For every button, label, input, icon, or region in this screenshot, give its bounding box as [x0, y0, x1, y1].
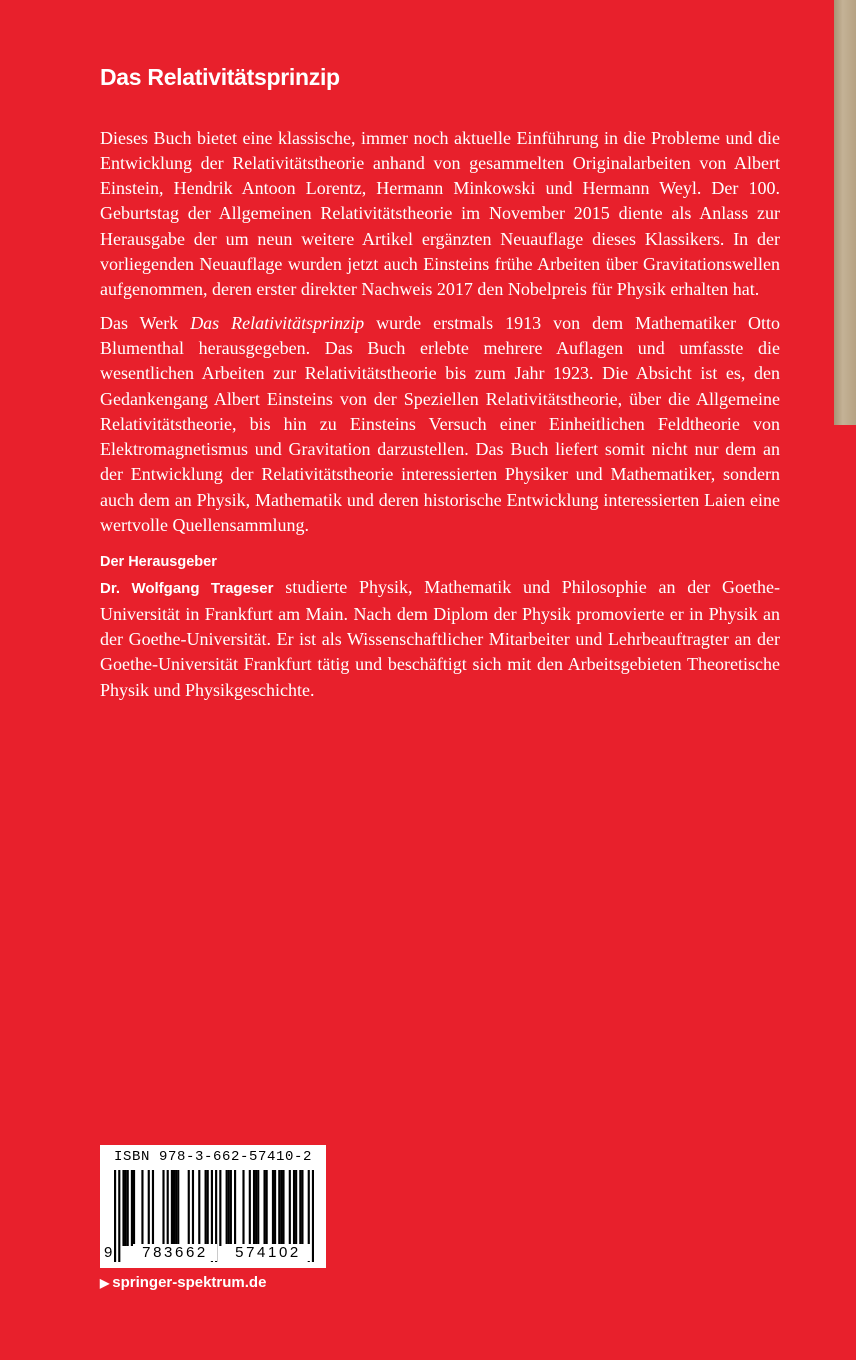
barcode-bar: [249, 1170, 251, 1246]
barcode-bar: [171, 1170, 173, 1246]
barcode-bar: [274, 1170, 276, 1246]
book-title: Das Relativitätsprinzip: [100, 64, 340, 90]
barcode-bar: [293, 1170, 295, 1246]
barcode-bar: [133, 1170, 135, 1246]
barcode-bar: [226, 1170, 228, 1246]
editor-bio: studierte Physik, Mathematik und Philosophie an der Goethe-Universität in Frankfurt am Main. Nach dem Diplom der Physik promovierte er in Physik an der Goethe-Universität. Er ist als Wissenschaftlicher Mitarbeiter und Lehrbeauftragter an der Goethe-Universität Frankfurt tätig und beschäftigt sich mit den Arbeitsgebieten Theoretische Physik und Physikgeschichte.: [100, 577, 780, 700]
barcode-digit-first: 9: [104, 1244, 113, 1261]
barcode-bar: [295, 1170, 297, 1246]
isbn-barcode: [100, 1145, 326, 1268]
barcode-bar: [188, 1170, 190, 1246]
para2-rest: wurde erstmals 1913 von dem Mathematiker Otto Blumenthal herausgegeben. Das Buch erlebte mehrere Auflagen und umfasste die wesentlichen Arbeiten zur Relativitätstheorie bis zum Jahr 1923. Die Absicht ist es, den Gedankengang Albert Einsteins von der Speziellen Relativitätstheorie, über die Allgemeine Relativitätstheorie, bis hin zu Einsteins Versuch einer Einheitlichen Feldtheorie von Elektromagnetismus und Gravitation darzustellen. Das Buch liefert somit nicht nur dem an der Entwicklung der Relativitätstheorie interessierten Physiker und Mathematiker, sondern auch dem an Physik, Mathematik und deren historische Entwicklung interessierten Laien eine wertvolle Quellensammlung.: [100, 312, 781, 536]
barcode-bar: [148, 1170, 150, 1246]
barcode-bar: [167, 1170, 169, 1246]
barcode-bar: [131, 1170, 133, 1246]
barcode-bar: [127, 1170, 129, 1246]
barcode-bar: [234, 1170, 236, 1246]
barcode-bar: [266, 1170, 268, 1246]
description-paragraph-1: Dieses Buch bietet eine klassische, immer noch aktuelle Einführung in die Probleme und die Entwicklung der Relativitätstheorie anhand von gesammelten Originalarbeiten von Albert Einstein, Hendrik Antoon Lorentz, Hermann Minkowski und Hermann Weyl. Der 100. Geburtstag der Allgemeinen Relativitätstheorie im November 2015 diente als Anlass zur Herausgabe der um neun weitere Artikel ergänzten Neuauflage dieses Klassikers. In der vorliegenden Neuauflage wurden jetzt auch Einsteins frühe Arbeiten über Gravitationswellen aufgenommen, deren erster direkter Nachweis 2017 den Nobelpreis für Physik erhalten hat.: [100, 127, 780, 300]
publisher-website: [100, 1274, 266, 1291]
barcode-bar: [301, 1170, 303, 1246]
barcode-bar: [122, 1170, 124, 1246]
barcode-bar: [177, 1170, 179, 1246]
barcode-bar: [152, 1170, 154, 1246]
barcode-bar: [198, 1170, 200, 1246]
barcode-bar: [228, 1170, 230, 1246]
barcode-bar: [255, 1170, 257, 1246]
barcode-bar: [242, 1170, 244, 1246]
barcode-bar: [230, 1170, 232, 1246]
isbn-label: ISBN 978-3-662-57410-2: [113, 1149, 313, 1165]
website-link-text: springer-spektrum.de: [112, 1274, 267, 1291]
barcode-bar: [278, 1170, 280, 1246]
arrow-right-icon: ▶: [100, 1276, 110, 1290]
barcode-bar: [253, 1170, 255, 1246]
editor-bio-paragraph: [100, 575, 780, 702]
barcode-bar: [272, 1170, 274, 1246]
barcode-bar: [282, 1170, 284, 1246]
barcode-digits: [100, 1242, 326, 1266]
barcode-bar: [192, 1170, 194, 1246]
barcode-bar: [173, 1170, 175, 1246]
barcode-bar: [207, 1170, 209, 1246]
barcode-bar: [289, 1170, 291, 1246]
editor-heading: Der Herausgeber: [100, 554, 217, 571]
barcode-bar: [125, 1170, 127, 1246]
description-paragraph-2: [100, 311, 780, 539]
barcode-bar: [219, 1170, 221, 1246]
barcode-bar: [280, 1170, 282, 1246]
para2-book-title: Das Relativitätsprinzip: [190, 312, 365, 333]
editor-name: Dr. Wolfgang Trageser: [100, 580, 274, 598]
barcode-bar: [175, 1170, 177, 1246]
barcode-bar: [205, 1170, 207, 1246]
barcode-digit-group-2: 574102: [225, 1244, 311, 1261]
para2-lead: Das Werk: [100, 312, 191, 333]
barcode-bar: [141, 1170, 143, 1246]
barcode-digit-group-1: 783662: [133, 1244, 217, 1261]
back-cover-text: [100, 64, 780, 711]
book-spine-edge: [834, 0, 856, 425]
barcode-bar: [263, 1170, 265, 1246]
barcode-bar: [257, 1170, 259, 1246]
barcode-bar: [299, 1170, 301, 1246]
barcode-bar: [162, 1170, 164, 1246]
